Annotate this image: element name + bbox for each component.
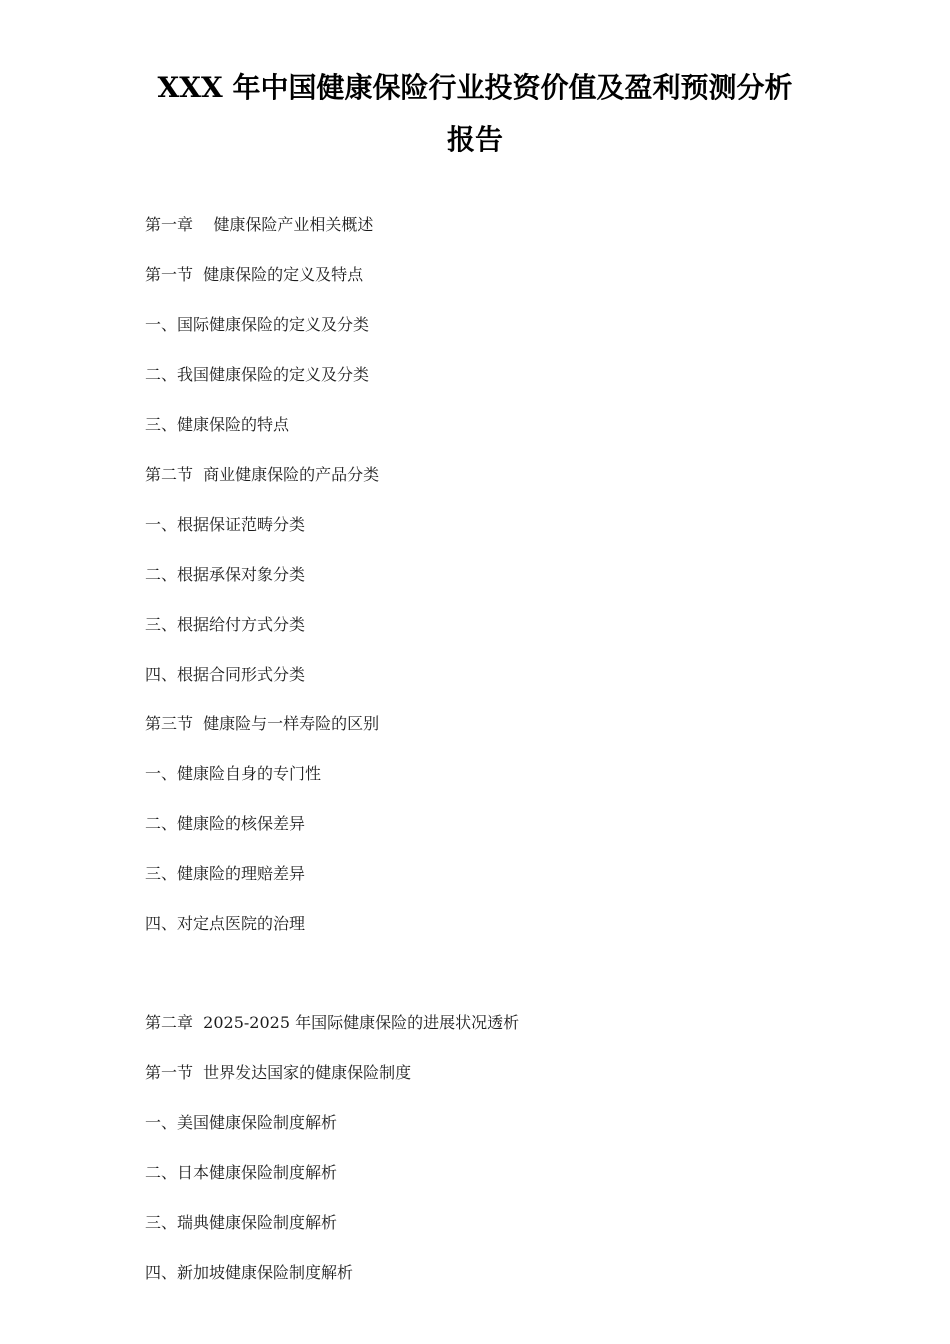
toc-section: 第一节 健康保险的定义及特点 xyxy=(145,265,364,284)
toc-item: 二、日本健康保险制度解析 xyxy=(145,1163,338,1182)
toc-item: 三、健康保险的特点 xyxy=(145,415,290,434)
title-line-1: XXX 年中国健康保险行业投资价值及盈利预测分析 xyxy=(157,71,793,104)
toc-item: 三、瑞典健康保险制度解析 xyxy=(145,1213,338,1232)
toc-item: 一、国际健康保险的定义及分类 xyxy=(145,315,370,334)
toc-item: 二、健康险的核保差异 xyxy=(145,814,306,833)
toc-item: 四、根据合同形式分类 xyxy=(145,665,306,684)
toc-item: 三、健康险的理赔差异 xyxy=(145,864,306,883)
document-title xyxy=(120,62,830,166)
toc-section: 第一节 世界发达国家的健康保险制度 xyxy=(145,1063,412,1082)
toc-item: 四、对定点医院的治理 xyxy=(145,914,306,933)
toc-item: 一、美国健康保险制度解析 xyxy=(145,1113,338,1132)
toc-chapter-2: 第二章 2025-2025 年国际健康保险的进展状况透析 xyxy=(145,1013,520,1032)
toc-item: 一、根据保证范畴分类 xyxy=(145,515,306,534)
title-line-2: 报告 xyxy=(446,123,503,156)
toc-item: 二、我国健康保险的定义及分类 xyxy=(145,365,370,384)
toc-chapter-1: 第一章 健康保险产业相关概述 xyxy=(145,215,374,234)
toc-item: 三、根据给付方式分类 xyxy=(145,615,306,634)
toc-item: 二、根据承保对象分类 xyxy=(145,565,306,584)
toc-section: 第二节 商业健康保险的产品分类 xyxy=(145,465,380,484)
toc-item: 一、健康险自身的专门性 xyxy=(145,764,322,783)
toc-item: 四、新加坡健康保险制度解析 xyxy=(145,1263,354,1282)
toc-section: 第三节 健康险与一样寿险的区别 xyxy=(145,714,380,733)
